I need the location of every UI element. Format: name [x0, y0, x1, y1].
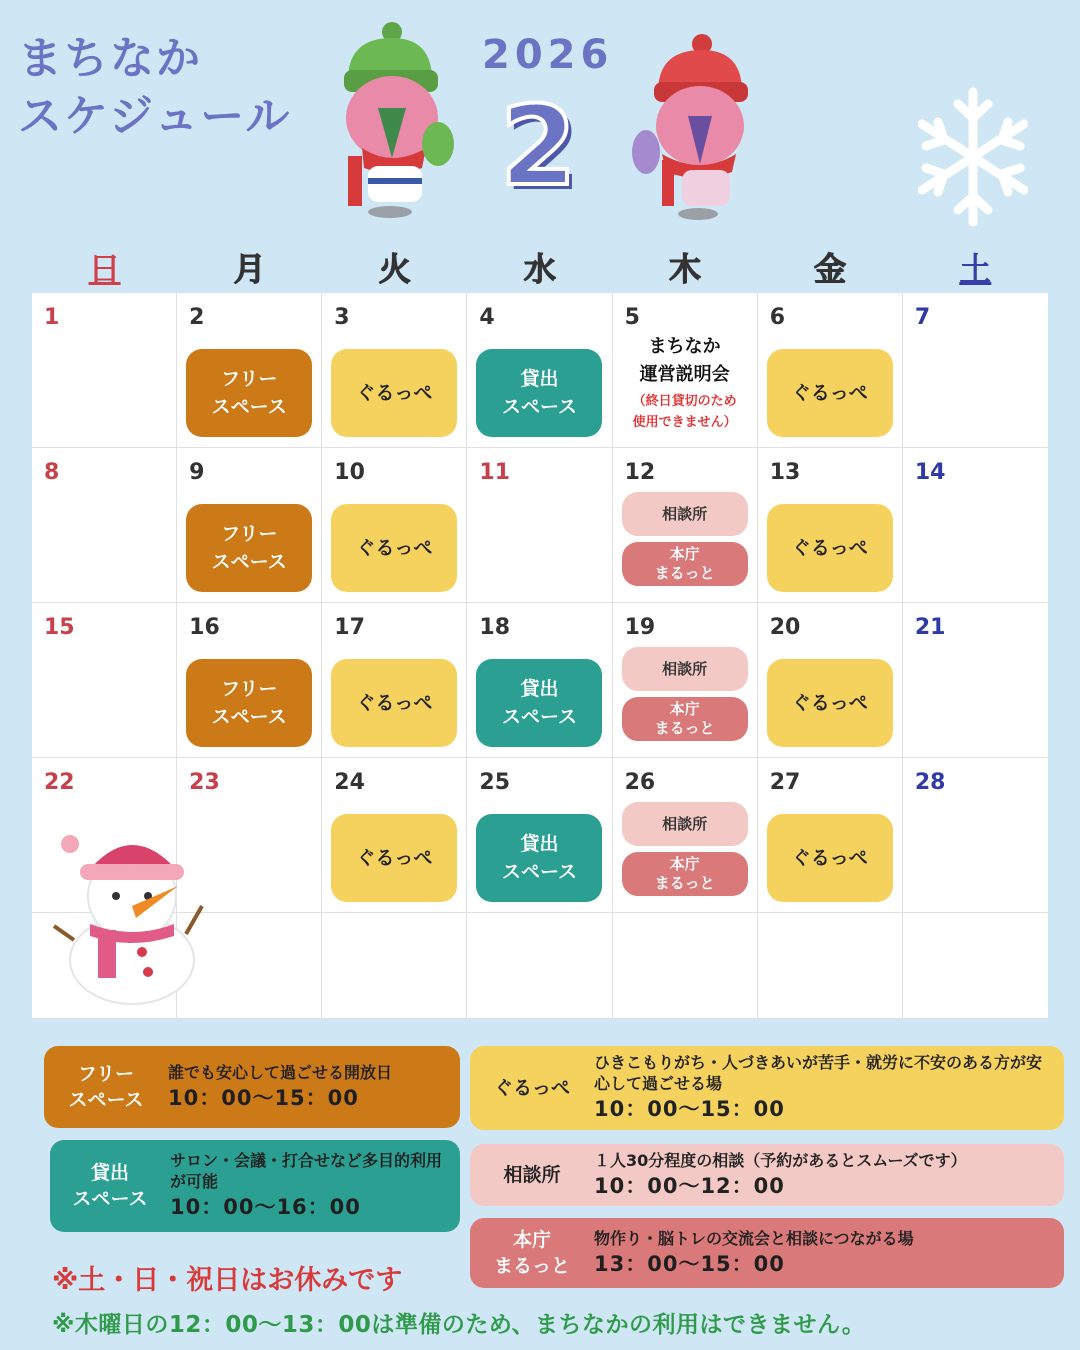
legend-maru-desc: 物作り・脳トレの交流会と相談につながる場	[594, 1228, 914, 1248]
day-events	[330, 814, 458, 904]
day-events	[185, 504, 313, 594]
day-number: 2	[189, 305, 205, 330]
event-soudan: 相談所	[622, 647, 748, 691]
day-events	[766, 349, 894, 439]
day-events	[475, 349, 603, 439]
snowman-illustration	[50, 826, 210, 1006]
event-guru: ぐるっぺ	[331, 659, 457, 747]
day-number: 23	[189, 770, 220, 795]
weekday-fri: 金	[814, 250, 847, 288]
event-free: フリー スペース	[186, 349, 312, 437]
day-events	[40, 349, 168, 439]
day-events	[330, 349, 458, 439]
mascot-red-hat-illustration	[632, 30, 752, 220]
calendar-day-cell	[322, 913, 467, 1019]
calendar-day-cell	[467, 448, 612, 603]
calendar-day-cell	[177, 603, 322, 758]
day-events	[185, 659, 313, 749]
calendar-day-cell	[758, 448, 903, 603]
day-number: 12	[624, 460, 656, 485]
calendar-day-cell	[613, 758, 758, 913]
day-events	[475, 969, 603, 1010]
title-line-2: スケジュール	[18, 91, 292, 142]
event-free: フリー スペース	[186, 659, 312, 747]
calendar-day-cell	[322, 293, 467, 448]
year-label: 2026	[482, 32, 614, 78]
calendar-day-cell	[322, 603, 467, 758]
day-number: 28	[914, 770, 946, 795]
event-guru: ぐるっぺ	[767, 814, 893, 902]
calendar-day-cell	[903, 758, 1048, 913]
calendar-day-cell	[613, 293, 758, 448]
event-guru: ぐるっぺ	[767, 349, 893, 437]
page-title	[18, 30, 291, 146]
day-events	[911, 969, 1040, 1010]
day-number: 8	[44, 460, 60, 485]
day-number: 17	[334, 615, 365, 640]
special-event-title: まちなか 運営説明会	[639, 336, 730, 385]
special-event-note: （終日貸切のため 使用できません）	[632, 394, 737, 430]
snowflake-icon	[918, 82, 1028, 232]
calendar-day-cell	[467, 293, 612, 448]
day-number: 27	[769, 770, 801, 795]
calendar-day-cell	[177, 293, 322, 448]
day-events	[766, 504, 894, 594]
event-maru: 本庁 まるっと	[622, 542, 748, 586]
day-events	[766, 814, 894, 904]
day-events	[621, 802, 749, 904]
calendar-day-cell	[322, 758, 467, 913]
legend-free-name: フリー スペース	[68, 1063, 144, 1111]
day-events	[911, 659, 1040, 749]
calendar-day-cell	[613, 603, 758, 758]
legend-free-desc: 誰でも安心して過ごせる開放日	[168, 1062, 393, 1082]
event-maru: 本庁 まるっと	[622, 852, 748, 896]
day-number: 21	[914, 615, 946, 640]
calendar-day-cell	[758, 293, 903, 448]
calendar-day-cell	[32, 448, 177, 603]
day-events	[621, 492, 749, 594]
calendar-day-cell	[758, 603, 903, 758]
day-events	[475, 504, 603, 594]
day-events	[330, 504, 458, 594]
day-number: 6	[769, 305, 786, 330]
legend-soudan	[470, 1144, 1064, 1206]
event-guru: ぐるっぺ	[767, 504, 893, 592]
title-line-1: まちなか	[18, 33, 202, 84]
closed-days-note: ※土・日・祝日はお休みです	[52, 1265, 403, 1296]
weekday-header-row	[32, 244, 1048, 288]
legend-guruppe	[470, 1046, 1064, 1130]
mascot-green-hat-illustration	[334, 18, 464, 218]
day-number: 14	[914, 460, 946, 485]
day-number: 16	[189, 615, 220, 640]
day-events	[911, 504, 1040, 594]
day-number: 7	[914, 305, 931, 330]
day-number: 19	[624, 615, 656, 640]
event-guru: ぐるっぺ	[331, 814, 457, 902]
day-events	[621, 333, 749, 439]
day-number: 15	[44, 615, 75, 640]
day-events	[911, 814, 1040, 904]
day-number: 22	[44, 770, 75, 795]
calendar-day-cell	[467, 758, 612, 913]
weekday-sun: 日	[88, 250, 121, 288]
event-free: フリー スペース	[186, 504, 312, 592]
calendar-day-cell	[903, 448, 1048, 603]
day-events	[621, 647, 749, 749]
day-number: 9	[189, 460, 205, 485]
event-guru: ぐるっぺ	[331, 504, 457, 592]
weekday-thu: 木	[669, 250, 702, 288]
day-number: 1	[44, 305, 60, 330]
weekday-mon: 月	[233, 250, 266, 288]
weekday-sat: 土	[959, 250, 992, 288]
day-number: 20	[769, 615, 801, 640]
day-events	[40, 659, 168, 749]
calendar-day-cell	[177, 448, 322, 603]
day-events	[475, 814, 603, 904]
calendar-day-cell	[467, 603, 612, 758]
calendar-day-cell	[758, 758, 903, 913]
day-number: 13	[769, 460, 801, 485]
calendar-day-cell	[613, 913, 758, 1019]
calendar-day-cell	[903, 913, 1048, 1019]
day-events	[40, 504, 168, 594]
day-number: 5	[624, 305, 640, 330]
legend-free-space	[44, 1046, 460, 1128]
legend-rent-space	[50, 1140, 460, 1232]
legend-soudan-name: 相談所	[503, 1164, 561, 1186]
legend-maru-name: 本庁 まるっと	[493, 1229, 570, 1277]
day-number: 18	[479, 615, 511, 640]
legend-maru-time: 13：00〜15：00	[594, 1251, 785, 1276]
day-events	[330, 969, 458, 1010]
day-number: 11	[479, 460, 511, 485]
day-events	[766, 659, 894, 749]
calendar-day-cell	[903, 603, 1048, 758]
calendar-day-cell	[467, 913, 612, 1019]
event-rent: 貸出 スペース	[476, 814, 602, 902]
legend-guru-name: ぐるっぺ	[493, 1077, 570, 1099]
day-events	[330, 659, 458, 749]
event-soudan: 相談所	[622, 492, 748, 536]
day-number: 4	[479, 305, 495, 330]
legend-soudan-time: 10：00〜12：00	[594, 1173, 785, 1198]
event-maru: 本庁 まるっと	[622, 697, 748, 741]
calendar-day-cell	[32, 293, 177, 448]
legend-rent-desc: サロン・会議・打合せなど多目的利用が可能	[170, 1151, 443, 1191]
calendar-day-cell	[32, 603, 177, 758]
legend-rent-name: 貸出 スペース	[72, 1162, 148, 1210]
thursday-note: ※木曜日の12：00〜13：00は準備のため、まちなかの利用はできません。	[52, 1312, 866, 1338]
day-number: 3	[334, 305, 350, 330]
weekday-wed: 水	[523, 250, 556, 288]
month-number: 2	[500, 82, 577, 210]
day-events	[621, 969, 749, 1010]
legend-free-time: 10：00〜15：00	[168, 1085, 359, 1110]
event-rent: 貸出 スペース	[476, 659, 602, 747]
event-guru: ぐるっぺ	[331, 349, 457, 437]
day-events	[475, 659, 603, 749]
day-number: 25	[479, 770, 511, 795]
day-events	[766, 969, 894, 1010]
day-number: 10	[334, 460, 365, 485]
event-soudan: 相談所	[622, 802, 748, 846]
day-events	[185, 349, 313, 439]
legend-guru-time: 10：00〜15：00	[594, 1097, 785, 1121]
day-number: 24	[334, 770, 365, 795]
day-events	[911, 349, 1040, 439]
event-rent: 貸出 スペース	[476, 349, 602, 437]
calendar-day-cell	[613, 448, 758, 603]
event-guru: ぐるっぺ	[767, 659, 893, 747]
calendar-day-cell	[758, 913, 903, 1019]
legend-rent-time: 10：00〜16：00	[170, 1195, 361, 1219]
legend-guru-desc: ひきこもりがち・人づきあいが苦手・就労に不安のある方が安心して過ごせる場	[594, 1053, 1043, 1093]
calendar-day-cell	[322, 448, 467, 603]
calendar-day-cell	[903, 293, 1048, 448]
weekday-tue: 火	[378, 250, 411, 288]
day-number: 26	[624, 770, 656, 795]
legend-soudan-desc: １人30分程度の相談（予約があるとスムーズです）	[594, 1150, 967, 1170]
legend-maruto	[470, 1218, 1064, 1288]
